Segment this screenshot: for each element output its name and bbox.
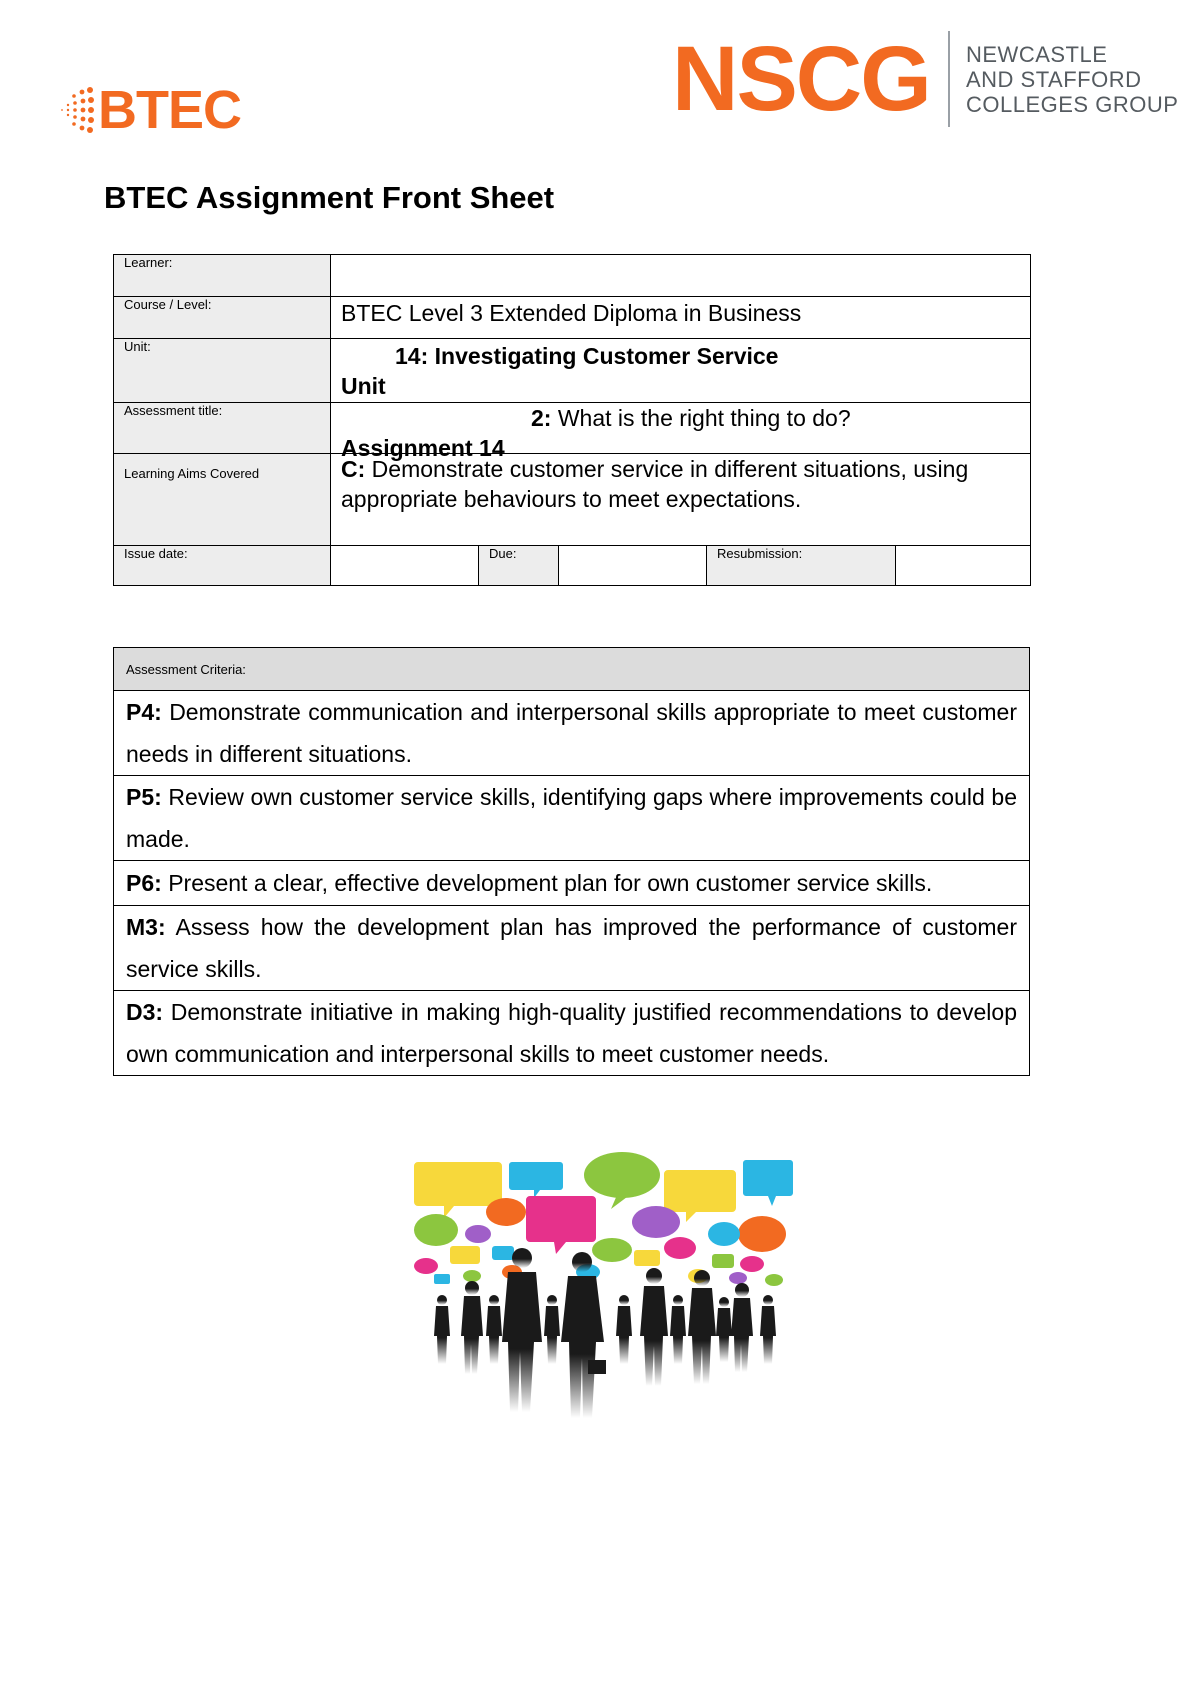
criterion-code: M3:	[126, 914, 166, 940]
nscg-logo	[672, 24, 1180, 134]
nscg-logo-text: NSCG	[672, 28, 930, 130]
course-value: BTEC Level 3 Extended Diploma in Business	[331, 297, 1031, 339]
resubmission-label: Resubmission:	[707, 546, 896, 586]
nscg-name-line-2: AND STAFFORD	[966, 66, 1142, 92]
criteria-row-p4	[114, 691, 1030, 776]
people-silhouettes	[434, 1248, 776, 1418]
learning-aims-value	[331, 454, 1031, 546]
criterion-d3	[114, 991, 1030, 1076]
criterion-code: P5:	[126, 784, 162, 810]
resubmission-field[interactable]	[896, 546, 1031, 586]
nscg-full-name	[966, 42, 1178, 117]
criterion-text: Demonstrate initiative in making high-quality justified recommendations to develop own communication and interpersonal skills to meet customer needs.	[126, 999, 1017, 1067]
issue-date-field[interactable]	[331, 546, 479, 586]
criterion-text: Assess how the development plan has improved the performance of customer service skills.	[126, 914, 1018, 982]
criteria-row-m3	[114, 906, 1030, 991]
unit-word: Unit	[341, 373, 386, 399]
unit-label: Unit:	[114, 339, 331, 403]
nscg-name-line-1: NEWCASTLE	[966, 41, 1108, 67]
learning-aims-row	[114, 454, 1031, 546]
criterion-p6	[114, 861, 1030, 906]
aim-description: Demonstrate customer service in different situations, using appropriate behaviours to meet expectations.	[341, 456, 969, 512]
aim-code: C:	[341, 456, 366, 482]
criterion-m3	[114, 906, 1030, 991]
learning-aims-label: Learning Aims Covered	[114, 454, 331, 546]
criterion-p5	[114, 776, 1030, 861]
nscg-divider	[948, 31, 950, 127]
criteria-row-p5	[114, 776, 1030, 861]
criteria-header: Assessment Criteria:	[114, 648, 1030, 691]
criteria-row-d3	[114, 991, 1030, 1076]
criteria-header-row	[114, 648, 1030, 691]
criterion-code: D3:	[126, 999, 164, 1025]
criterion-text: Demonstrate communication and interpersonal skills appropriate to meet customer needs in different situations.	[126, 699, 1017, 767]
issue-date-label: Issue date:	[114, 546, 331, 586]
criterion-text: Review own customer service skills, identifying gaps where improvements could be made.	[126, 784, 1018, 852]
course-row	[114, 297, 1031, 339]
criterion-p4	[114, 691, 1030, 776]
assessment-title-text: What is the right thing to do?	[557, 405, 851, 431]
learner-label: Learner:	[114, 255, 331, 297]
assessment-title-label: Assessment title:	[114, 403, 331, 454]
assessment-title-value	[331, 403, 1031, 461]
criterion-text: Present a clear, effective development plan for own customer service skills.	[168, 870, 933, 896]
course-label: Course / Level:	[114, 297, 331, 339]
speech-bubbles	[414, 1152, 793, 1286]
criteria-row-p6	[114, 861, 1030, 906]
unit-value	[331, 339, 1031, 403]
criterion-code: P6:	[126, 870, 162, 896]
assessment-title-line	[341, 401, 1020, 435]
unit-number: 14: Investigating Customer Service	[395, 343, 779, 369]
assessment-overflow-text: Assignment 14	[341, 435, 505, 461]
btec-logo	[60, 80, 241, 140]
due-label: Due:	[479, 546, 559, 586]
learning-aim-text	[341, 454, 1020, 514]
btec-logo-text: BTEC	[98, 80, 241, 140]
assessment-criteria-table	[113, 647, 1030, 1076]
nscg-name-line-3: COLLEGES GROUP	[966, 91, 1179, 117]
business-communication-illustration	[412, 1150, 798, 1446]
due-date-field[interactable]	[559, 546, 707, 586]
dates-row	[114, 546, 1031, 586]
page-title: BTEC Assignment Front Sheet	[104, 180, 555, 215]
learner-field[interactable]	[331, 255, 1031, 297]
front-sheet-table	[113, 254, 1031, 586]
learner-row	[114, 255, 1031, 297]
btec-dots-icon	[60, 84, 96, 136]
unit-row	[114, 339, 1031, 403]
assessment-title-row	[114, 403, 1031, 454]
criterion-code: P4:	[126, 699, 162, 725]
assessment-number: 2:	[531, 405, 552, 431]
